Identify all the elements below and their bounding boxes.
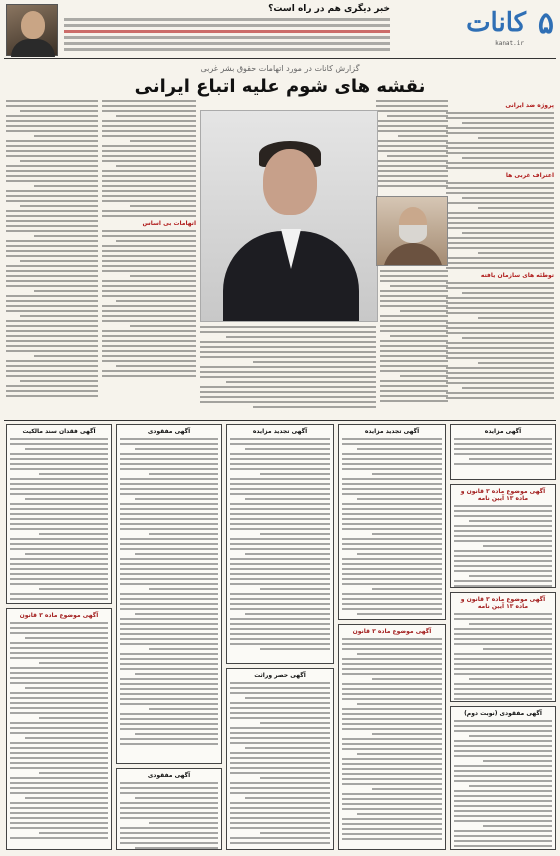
- article-column-center: [200, 326, 376, 414]
- ad-2: [450, 484, 556, 588]
- ad-8: [6, 424, 112, 604]
- masthead: [4, 4, 556, 56]
- ad-7: [116, 424, 222, 764]
- ad-3: [450, 592, 556, 702]
- ad-8-title: آگهی فقدان سند مالکیت: [22, 428, 96, 435]
- ads-divider: [4, 420, 556, 421]
- ad-1: [450, 424, 556, 480]
- ad-7b: [116, 768, 222, 850]
- ad-6-title: آگهی حصر وراثت: [254, 672, 306, 679]
- article-column-left-2: [102, 100, 196, 410]
- masthead-portrait: [6, 4, 58, 56]
- subhead-4: اتهامات بی اساس: [142, 220, 196, 227]
- article-column-right: [446, 100, 554, 400]
- main-photo: [200, 110, 378, 322]
- ad-4: [338, 424, 446, 620]
- ad-8b-title: آگهی موضوع ماده ۳ قانون: [19, 612, 99, 619]
- ad-6: [226, 668, 334, 850]
- ad-10-title: آگهی مفقودی (نوبت دوم): [464, 710, 542, 717]
- subhead-3: توطئه های سازمان یافته: [480, 272, 554, 279]
- ad-8b: [6, 608, 112, 850]
- subhead-2: اعتراف غربی ها: [505, 172, 554, 179]
- article-kicker: گزارش کانات در مورد اتهامات حقوق بشر غربی: [200, 64, 360, 73]
- ad-3-title: آگهی موضوع ماده ۳ قانون و ماده ۱۳ آیین نامه: [460, 596, 546, 610]
- article-column-left-1: [6, 100, 98, 410]
- ad-9-title: آگهی موضوع ماده ۳ قانون: [352, 628, 432, 635]
- ad-7b-title: آگهی مفقودی: [147, 772, 191, 779]
- newspaper-logo: [394, 4, 554, 56]
- subhead-1: پروژه ضد ایرانی: [505, 102, 554, 109]
- page-number: ۵: [537, 6, 554, 41]
- site-address: kanat.ir: [495, 40, 524, 47]
- ad-2-title: آگهی موضوع ماده ۳ قانون و ماده ۱۳ آیین نامه: [460, 488, 546, 502]
- article-column-midright-2: [380, 270, 448, 414]
- ad-5-title: آگهی تجدید مزایده: [252, 428, 308, 435]
- masthead-teaser: [62, 4, 392, 56]
- ad-4-title: آگهی تجدید مزایده: [364, 428, 420, 435]
- secondary-photo: [376, 196, 448, 266]
- article-column-midright: [376, 100, 448, 194]
- logo-text: کانات: [466, 8, 526, 38]
- ad-5: [226, 424, 334, 664]
- ad-9: [338, 624, 446, 850]
- ad-7-title: آگهی مفقودی: [147, 428, 191, 435]
- teaser-question: خبر دیگری هم در راه است؟: [268, 4, 390, 14]
- ad-10: [450, 706, 556, 850]
- article-headline: نقشه های شوم علیه اتباع ایرانی: [134, 76, 426, 97]
- masthead-rule: [4, 58, 556, 59]
- ad-1-title: آگهی مزایده: [484, 428, 522, 435]
